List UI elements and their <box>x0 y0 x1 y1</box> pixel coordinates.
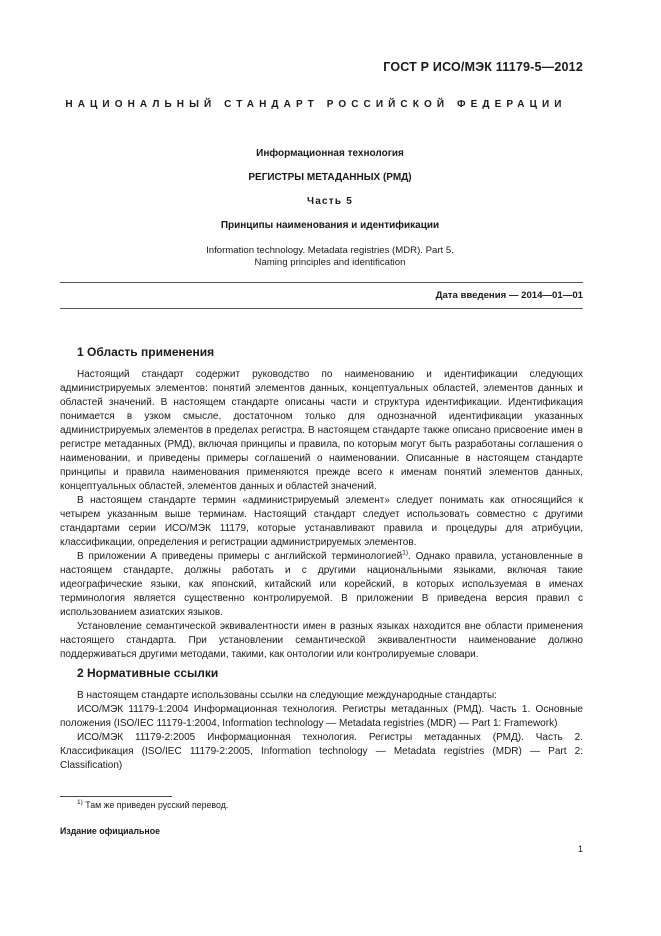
footnote-reference: 1) <box>402 549 409 557</box>
title-part: Часть 5 <box>307 196 353 207</box>
section-1-paragraph: В настоящем стандарте термин «администрируемый элемент» следует понимать как относящийся к четырем указанным выше терминам. Настоящий стандарт следует использовать совместно с другими стандартами серии ИСО/МЭК 11179, которые устанавливают правила и процедуры для атрибуции, классификации, определения и регистрации администрируемых элементов. <box>60 495 583 548</box>
section-2-paragraph: ИСО/МЭК 11179-1:2004 Информационная технология. Регистры метаданных (РМД). Часть 1. Основные положения (ISO/IEC 11179-1:2004, Information technology — Metadata registries (MDR) — Part 1: Framework) <box>60 704 583 729</box>
standard-code: ГОСТ Р ИСО/МЭК 11179-5—2012 <box>383 60 583 74</box>
national-standard-banner: НАЦИОНАЛЬНЫЙ СТАНДАРТ РОССИЙСКОЙ ФЕДЕРАЦИИ <box>65 99 567 110</box>
footnote-mark: 1) <box>77 799 83 807</box>
edition-label: Издание официальное <box>60 826 160 836</box>
page-number: 1 <box>577 844 583 854</box>
title-line-1: Информационная технология <box>256 148 404 159</box>
section-1-paragraph: Установление семантической эквивалентности имен в разных языках находится вне области применения настоящего стандарта. При установлении семантической эквивалентности наименование должно поддерживаться другими методами, такими, как онтологии или контролируемые словари. <box>60 621 583 660</box>
section-2-heading: 2 Нормативные ссылки <box>77 666 219 680</box>
divider-top <box>60 282 583 283</box>
title-line-4: Принципы наименования и идентификации <box>220 220 440 231</box>
section-2-body <box>60 689 583 773</box>
footnote <box>60 800 583 810</box>
title-english-line-2: Naming principles and identification <box>254 257 406 268</box>
title-english <box>60 245 600 269</box>
paragraph-text: . Однако правила, установленные в настоящем стандарте, должны работать и с другими национальными языками, включая такие идеографические языки, как японский, китайский или корейский, в которых используемая в именах терминология является существенно контролируемой. В приложении В приведена версия правил с использованием азиатских языков. <box>60 551 583 618</box>
footnote-text: Там же приведен русский перевод. <box>82 800 229 810</box>
divider-bottom <box>60 308 583 309</box>
title-line-2: РЕГИСТРЫ МЕТАДАННЫХ (РМД) <box>248 172 412 183</box>
section-1-body <box>60 368 583 662</box>
footnote-separator <box>60 796 172 797</box>
title-english-line-1: Information technology. Metadata registries (MDR). Part 5. <box>206 245 454 256</box>
paragraph-text: В приложении А приведены примеры с английской терминологией <box>77 551 403 562</box>
section-1-heading: 1 Область применения <box>77 345 215 359</box>
section-1-paragraph: Настоящий стандарт содержит руководство по наименованию и идентификации следующих администрируемых элементов: понятий элементов данных, концептуальных областей, элементов данных и областей значений. В настоящем стандарте описаны части и структура идентификации. Идентификация понимается в узком смысле, достаточном только для однозначной идентификации указанных администрируемых элементов в пределах регистра. В настоящем стандарте также описано присвоение имен в регистре метаданных (РМД), включая принципы и правила, по которым могут быть разработаны соглашения о наименовании, и приведены примеры соглашений о наименовании. Описанные в настоящем стандарте принципы и правила наименования применяются прежде всего к именам понятий элементов данных, концептуальных областей, элементов данных и областей значений. <box>60 369 583 492</box>
introduction-date: Дата введения — 2014—01—01 <box>435 290 583 301</box>
section-1-paragraph <box>60 550 583 620</box>
section-2-paragraph: В настоящем стандарте использованы ссылки на следующие международные стандарты: <box>77 690 497 701</box>
section-2-paragraph: ИСО/МЭК 11179-2:2005 Информационная технология. Регистры метаданных (РМД). Часть 2. Классификация (ISO/IEC 11179-2:2005, Information technology — Metadata registries (MDR) — Part 2: Classification) <box>60 732 583 771</box>
